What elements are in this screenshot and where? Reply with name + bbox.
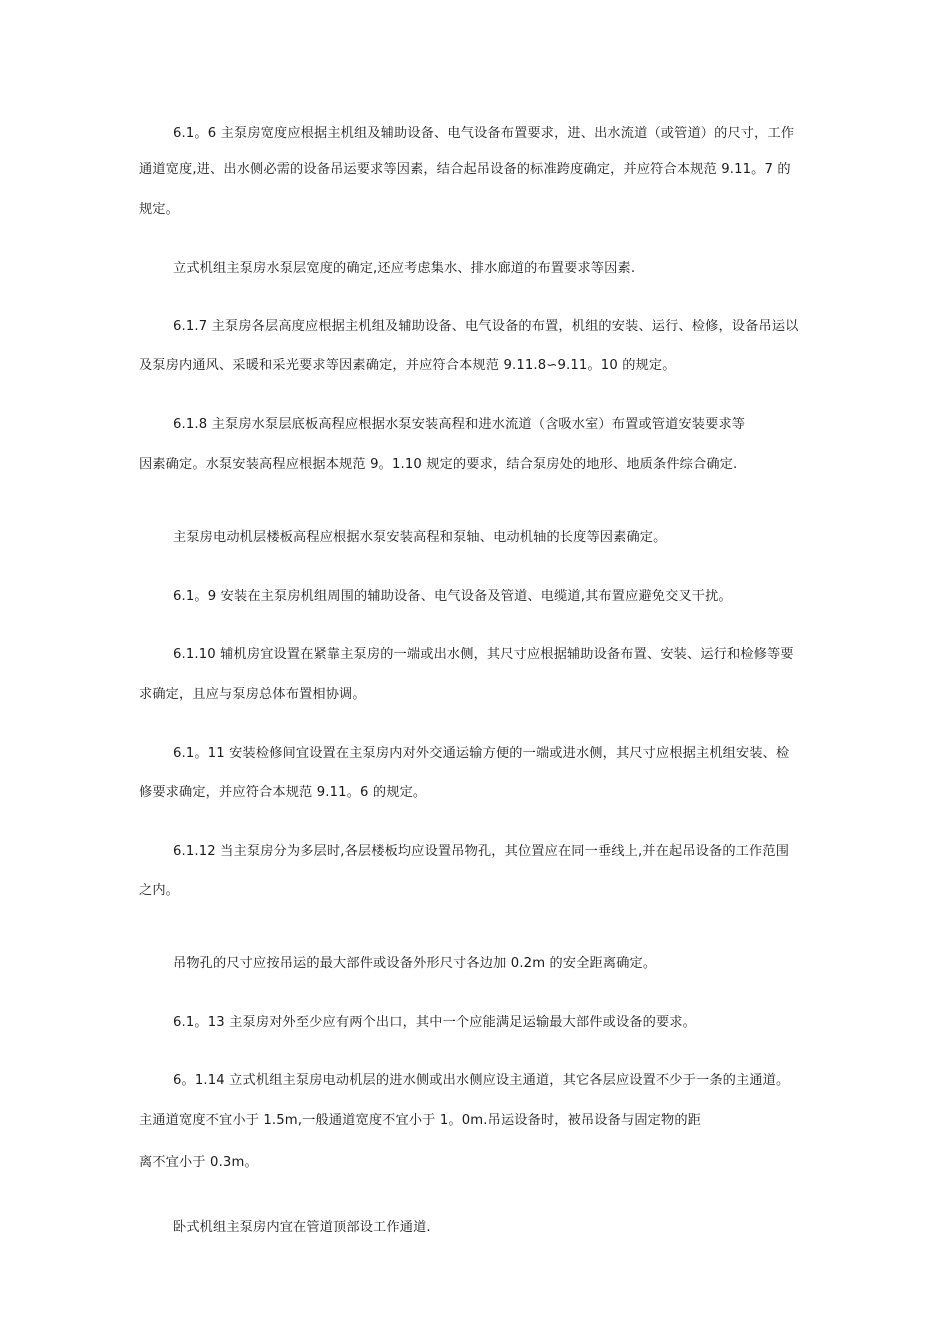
paragraph-pump-layer-width: 立式机组主泵房水泵层宽度的确定,还应考虑集水、排水廊道的布置要求等因素. bbox=[173, 261, 636, 276]
paragraph-6-1-12-line-1: 6.1.12 当主泵房分为多层时,各层楼板均应设置吊物孔，其位置应在同一垂线上,并在起吊设备的工作范围 bbox=[173, 844, 790, 859]
paragraph-6-1-11-line-2: 修要求确定，并应符合本规范 9.11。6 的规定。 bbox=[139, 785, 427, 800]
paragraph-6-1-6-line-2: 通道宽度,进、出水侧必需的设备吊运要求等因素，结合起吊设备的标准跨度确定，并应符合本规范 9.11。7 的 bbox=[139, 162, 791, 177]
paragraph-motor-floor-elevation: 主泵房电动机层楼板高程应根据水泵安装高程和泵轴、电动机轴的长度等因素确定。 bbox=[173, 530, 667, 545]
paragraph-6-1-8-line-1: 6.1.8 主泵房水泵层底板高程应根据水泵安装高程和进水流道（含吸水室）布置或管道安装要求等 bbox=[173, 417, 746, 432]
paragraph-6-1-10-line-1: 6.1.10 辅机房宜设置在紧靠主泵房的一端或出水侧，其尺寸应根据辅助设备布置、安装、运行和检修等要 bbox=[173, 647, 794, 662]
paragraph-hoist-hole-size: 吊物孔的尺寸应按吊运的最大部件或设备外形尺寸各边加 0.2m 的安全距离确定。 bbox=[173, 956, 657, 971]
paragraph-6-1-14-line-2: 主通道宽度不宜小于 1.5m,一般通道宽度不宜小于 1。0m.吊运设备时，被吊设备与固定物的距 bbox=[139, 1113, 702, 1128]
paragraph-6-1-7-line-2: 及泵房内通风、采暖和采光要求等因素确定，并应符合本规范 9.11.8∽9.11。10 的规定。 bbox=[139, 358, 676, 373]
paragraph-6-1-6-line-3: 规定。 bbox=[139, 202, 180, 217]
paragraph-6-1-9: 6.1。9 安装在主泵房机组周围的辅助设备、电气设备及管道、电缆道,其布置应避免交叉干扰。 bbox=[173, 589, 732, 604]
paragraph-6-1-14-line-1: 6。1.14 立式机组主泵房电动机层的进水侧或出水侧应设主通道，其它各层应设置不少于一条的主通道。 bbox=[173, 1073, 790, 1088]
paragraph-6-1-7-line-1: 6.1.7 主泵房各层高度应根据主机组及辅助设备、电气设备的布置，机组的安装、运行、检修，设备吊运以 bbox=[173, 319, 799, 334]
paragraph-6-1-11-line-1: 6.1。11 安装检修间宜设置在主泵房内对外交通运输方便的一端或进水侧，其尺寸应根据主机组安装、检 bbox=[173, 746, 790, 761]
paragraph-6-1-10-line-2: 求确定，且应与泵房总体布置相协调。 bbox=[139, 687, 366, 702]
paragraph-6-1-6-line-1: 6.1。6 主泵房宽度应根据主机组及辅助设备、电气设备布置要求，进、出水流道（或管道）的尺寸，工作 bbox=[173, 126, 795, 141]
paragraph-6-1-14-line-3: 离不宜小于 0.3m。 bbox=[139, 1155, 258, 1170]
paragraph-6-1-8-line-2: 因素确定。水泵安装高程应根据本规范 9。1.10 规定的要求，结合泵房处的地形、地质条件综合确定. bbox=[139, 457, 738, 472]
paragraph-horizontal-unit-passage: 卧式机组主泵房内宜在管道顶部设工作通道. bbox=[173, 1220, 431, 1235]
paragraph-6-1-12-line-2: 之内。 bbox=[139, 883, 180, 898]
paragraph-6-1-13: 6.1。13 主泵房对外至少应有两个出口，其中一个应能满足运输最大部件或设备的要求。 bbox=[173, 1015, 696, 1030]
